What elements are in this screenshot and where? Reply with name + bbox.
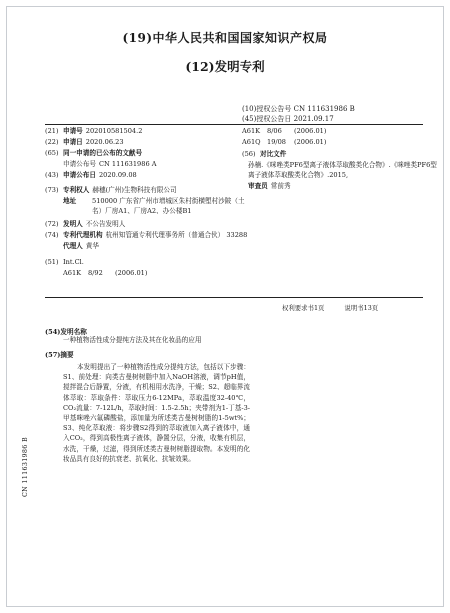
ipc-classification-a: A61K 8/06 (2006.01) xyxy=(242,127,327,135)
patent-agency: (74) 专利代理机构 杭州知管通专利代理事务所（普通合伙） 33288 xyxy=(45,231,248,240)
document-type: (12)发明专利 xyxy=(185,59,265,74)
abstract-section xyxy=(45,323,250,464)
cited-documents: 孙楠.《咪唑类PF6型离子液体萃取酸类化合物》.《咪唑类PF6型离子液体萃取酸类化合物》.2015, xyxy=(248,161,437,180)
side-publication-number: CN 111631986 B xyxy=(21,437,29,498)
ipc-heading: (51) Int.Cl. xyxy=(45,257,84,266)
office-title: (19)中华人民共和国国家知识产权局 xyxy=(122,31,328,45)
examiner: 审查员 常前秀 xyxy=(248,182,291,191)
cited-documents-heading: (56) 对比文件 xyxy=(242,149,287,158)
patent-page xyxy=(6,6,444,607)
publication-date xyxy=(242,114,334,124)
prior-publication-number: 申请公布号 CN 111631986 A xyxy=(63,160,157,169)
publication-date-label: (45)授权公告日 xyxy=(242,115,292,123)
abstract-text: 本发明提出了一种植物活性成分提纯方法，包括以下步骤：S1、前处理：向类古曼树树脂中加入NaOH溶液，调节pH值，搅拌混合后静置，分液，有机相用水洗净，干燥；S2、超临界流体萃取：萃取条件：萃取压力6-12MPa，萃取温度32-40℃，CO₂流量：7-12L/h，萃取时间：1.5-2.5h；夹带剂为1-丁基-3-甲基咪唑六氟磷酸盐，添加量为所述类古曼树树脂的1-5wt%；S3、纯化萃取液：将步骤S2得到的萃取液加入离子液体中，通入CO₂，得到高极性离子液体，静置分层，分液，收集有机层，水洗，干燥，过滤，得到所述类古曼树树脂提取物。本发明的化妆品具有良好的抗衰老、抗氧化、抗皱效果。 xyxy=(63,362,250,463)
header-rule xyxy=(45,124,423,125)
prior-publication-heading: (65) 同一申请的已公布的文献号 xyxy=(45,149,143,158)
publication-date-value: 2021.09.17 xyxy=(293,115,334,123)
prior-publication-date: (43) 申请公布日 2020.09.08 xyxy=(45,171,137,180)
page-counts xyxy=(282,303,396,312)
abstract-heading: (57)摘要 xyxy=(45,350,74,359)
application-date: (22) 申请日 2020.06.23 xyxy=(45,138,124,147)
invention-title: 一种植物活性成分提纯方法及其在化妆品的应用 xyxy=(63,336,202,344)
patent-agent: 代理人 黄华 xyxy=(63,242,99,251)
claims-pages: 权利要求书1页 xyxy=(282,304,325,312)
bibliographic-left xyxy=(45,127,250,280)
publication-number xyxy=(242,104,355,114)
patentee-address: 地址 510000 广东省广州市增城区朱村街横塱村沙陂（土名）厂房A1、厂房A2、办公楼B1 xyxy=(63,197,245,215)
application-number: (21) 申请号 202010581504.2 xyxy=(45,127,143,135)
ipc-classification: A61K 8/92 (2006.01) xyxy=(63,268,148,277)
patentee: (73) 专利权人 赫穗(广州)生物科技有限公司 xyxy=(45,186,177,195)
publication-number-value: CN 111631986 B xyxy=(293,105,355,113)
publication-number-label: (10)授权公告号 xyxy=(242,105,292,113)
bibliographic-right xyxy=(242,127,437,194)
inventors: (72) 发明人 不公告发明人 xyxy=(45,220,126,229)
specification-pages: 说明书13页 xyxy=(344,304,379,312)
section-rule xyxy=(45,297,423,298)
ipc-classification-b: A61Q 19/08 (2006.01) xyxy=(242,138,327,147)
invention-title-heading: (54)发明名称 xyxy=(45,328,87,336)
